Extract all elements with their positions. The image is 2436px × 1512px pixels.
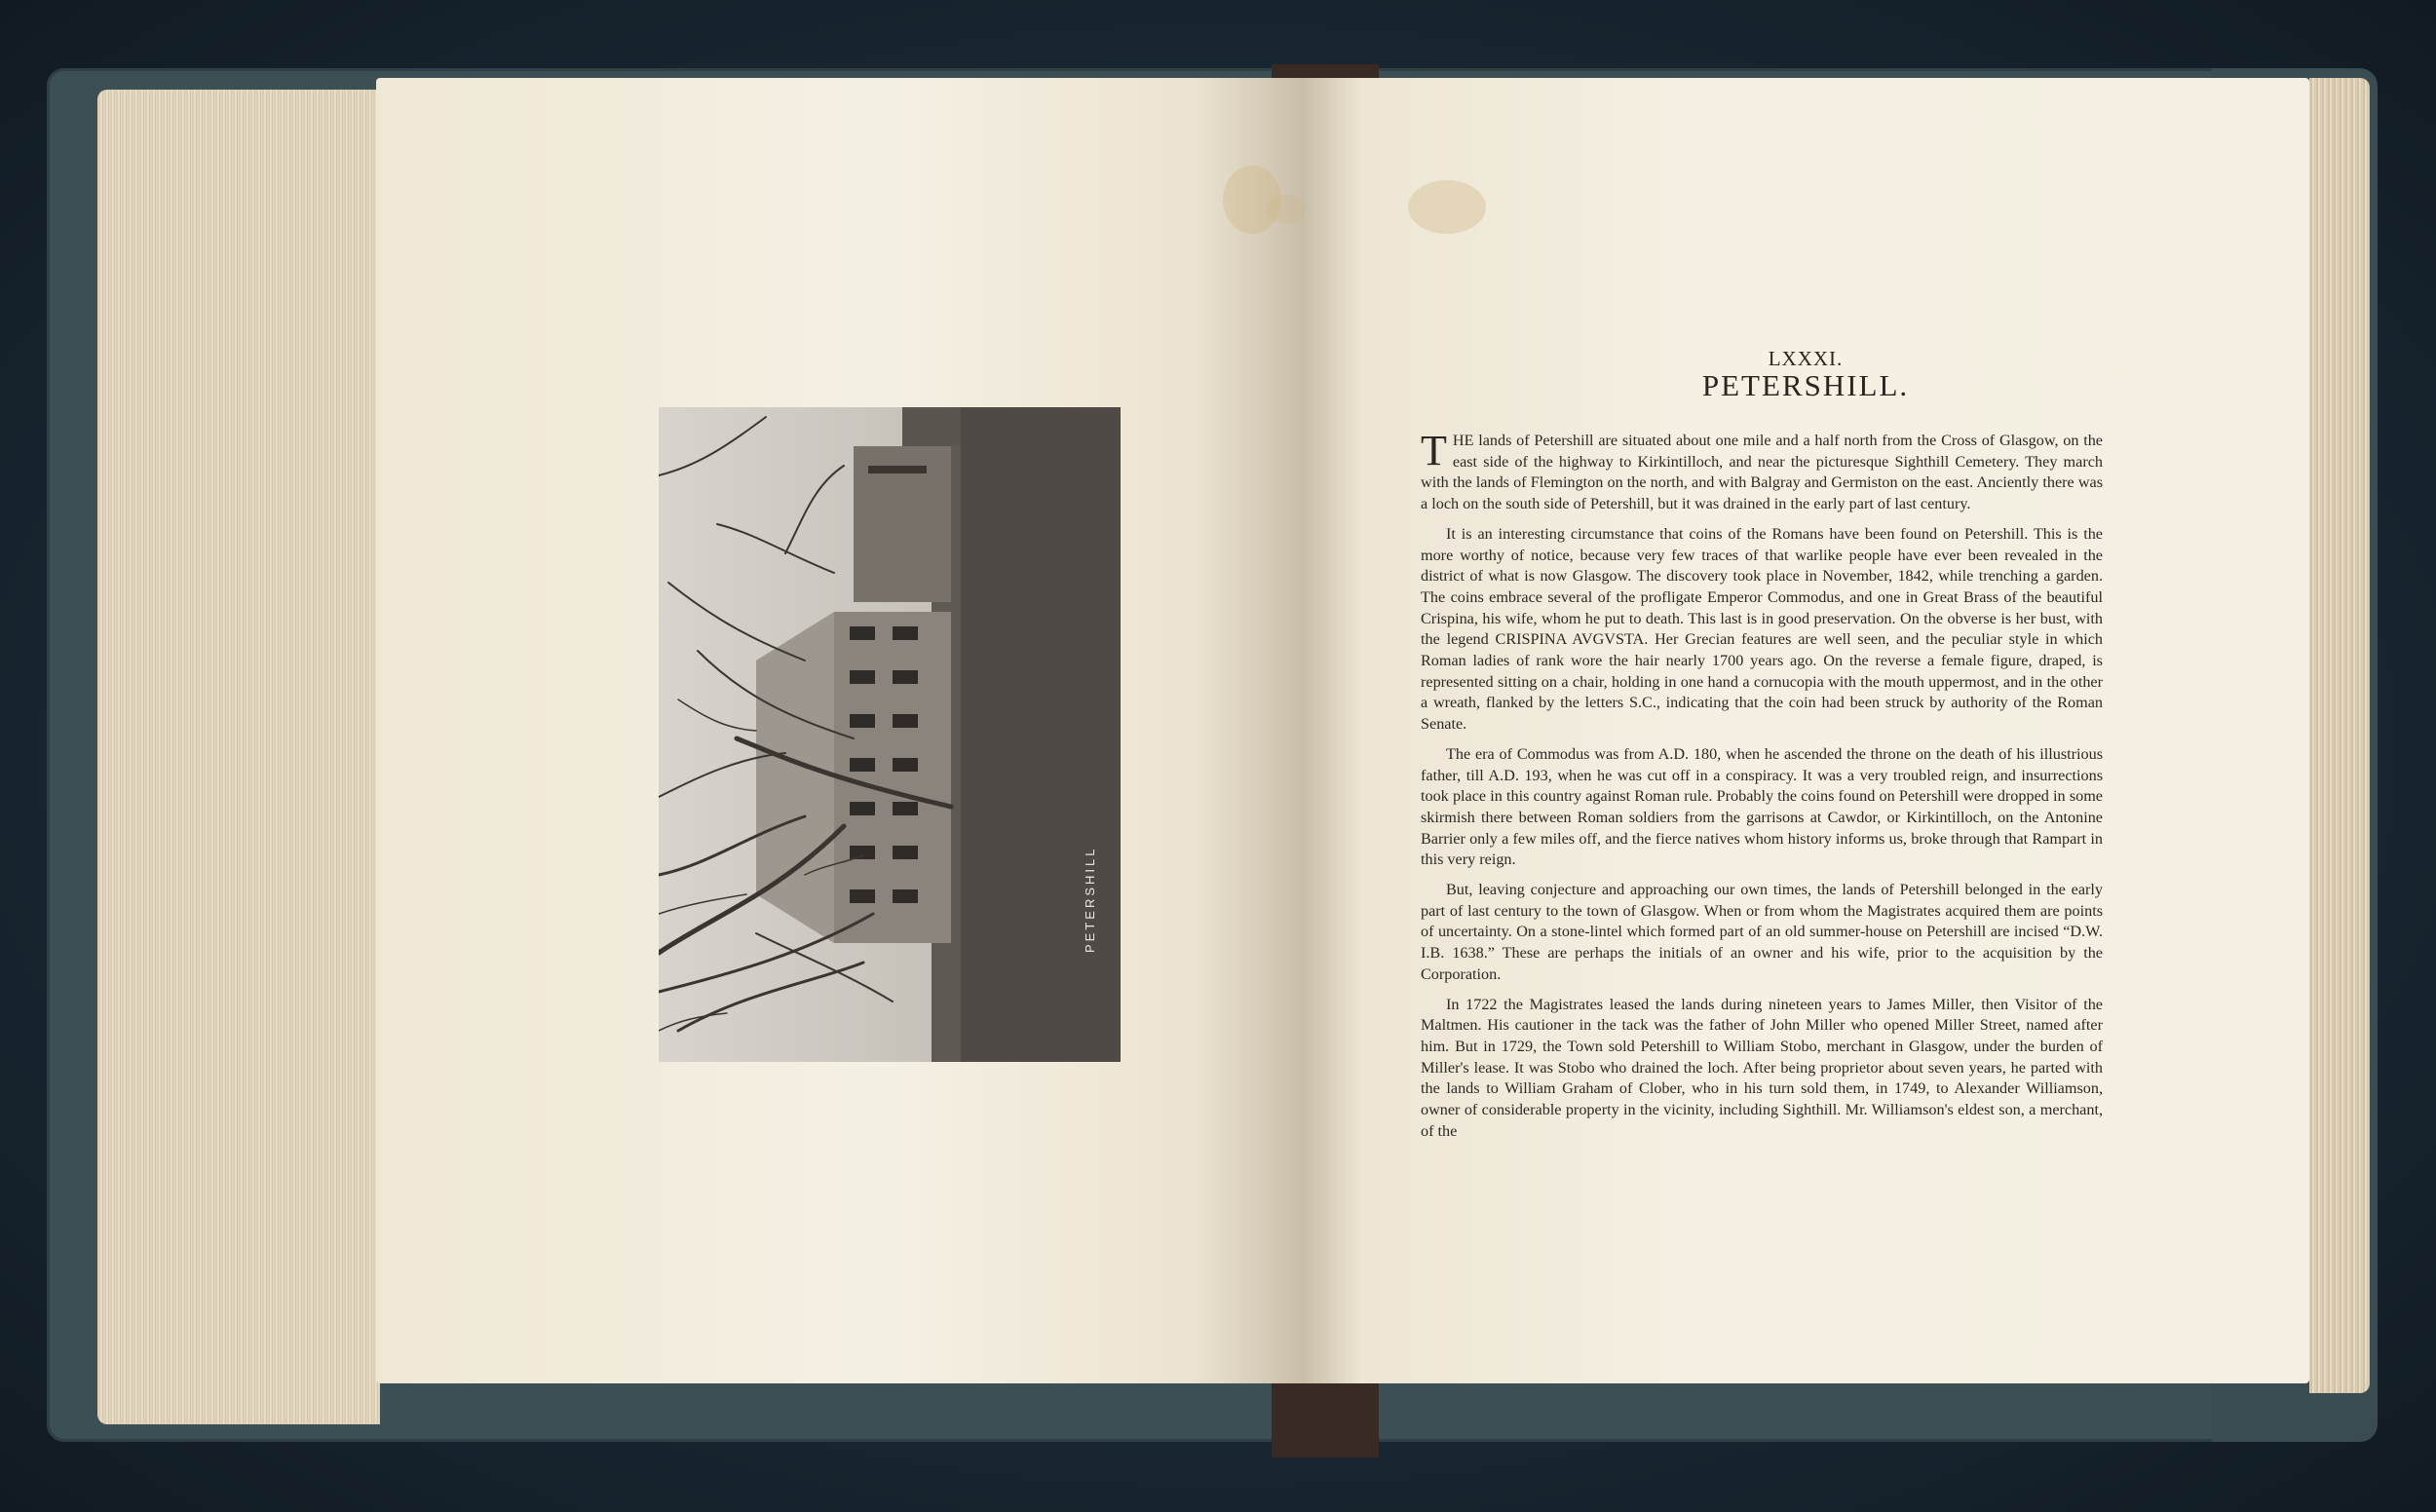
- chapter-numeral: LXXXI.: [1768, 347, 1844, 370]
- foxing-stain: [1408, 180, 1486, 234]
- photograph-caption: PETERSHILL: [1083, 846, 1097, 953]
- photograph-image: [659, 407, 1121, 1062]
- paragraph: But, leaving conjecture and approaching our own times, the lands of Petershill belonged in the early part of last century to the town of Glasgow. When or from whom the Magistrates acquired them are points of uncertainty. On a stone-lintel which formed part of an old summer-house on Petershill are incised “D.W. I.B. 1638.” These are perhaps the initials of an owner and his wife, prior to the acquisition by the Corporation.: [1421, 881, 2103, 983]
- paragraph-text: HE lands of Petershill are situated about one mile and a half north from the Cross of Glasgow, on the east side of the highway to Kirkintilloch, and near the picturesque Sighthill Cemetery. They march with the lands of Flemington on the north, and with Balgray and Germiston on the east. Anciently there was a loch on the south side of Petershill, but it was drained in the early part of last century.: [1421, 432, 2103, 513]
- left-page-edges: [97, 90, 380, 1424]
- foxing-stain: [1267, 195, 1306, 224]
- drop-cap: T: [1421, 427, 1447, 474]
- petershill-photograph: [659, 407, 1121, 1062]
- chapter-title: PETERSHILL.: [1701, 368, 1910, 402]
- body-text: [1421, 427, 2103, 1152]
- paragraph: It is an interesting circumstance that coins of the Romans have been found on Petershill. This is the more worthy of notice, because very few traces of that warlike people have ever been revealed in the district of what is now Glasgow. The discovery took place in November, 1842, while trenching a garden. The coins embrace several of the profligate Emperor Commodus, and one in Great Brass of the beautiful Crispina, his wife, whom he put to death. This last is in good preservation. On the obverse is her bust, with the legend CRISPINA AVGVSTA. Her Grecian features are well seen, and the peculiar style in which Roman ladies of rank wore the hair nearly 1700 years ago. On the reverse a female figure, draped, is represented sitting on a chair, holding in one hand a cornucopia with the mouth uppermost, and in the other a wreath, flanked by the letters S.C., indicating that the coin had been struck by authority of the Roman Senate.: [1421, 524, 2103, 734]
- paragraph: The era of Commodus was from A.D. 180, when he ascended the throne on the death of his illustrious father, till A.D. 193, when he was cut off in a conspiracy. It was a very troubled reign, and insurrections took place in this country against Roman rule. Probably the coins found on Petershill were dropped in some skirmish there between Roman soldiers from the garrisons at Cawdor, or Kirkintilloch, on the Antonine Barrier only a few miles off, and the fierce natives whom history informs us, broke through that Rampart in this very reign.: [1421, 744, 2103, 869]
- right-page-edges: [2309, 78, 2370, 1393]
- paragraph: [1421, 427, 2103, 515]
- paragraph: In 1722 the Magistrates leased the lands during nineteen years to James Miller, then Visitor of the Maltmen. His cautioner in the tack was the father of John Miller who opened Miller Street, named after him. But in 1729, the Town sold Petershill to William Stobo, merchant in Glasgow, under the burden of Miller's lease. It was Stobo who drained the loch. After being proprietor about seven years, he parted with the lands to William Graham of Clober, who in his turn sold them, in 1749, to Alexander Williamson, owner of considerable property in the vicinity, including Sighthill. Mr. Williamson's eldest son, a merchant, of the: [1421, 995, 2103, 1140]
